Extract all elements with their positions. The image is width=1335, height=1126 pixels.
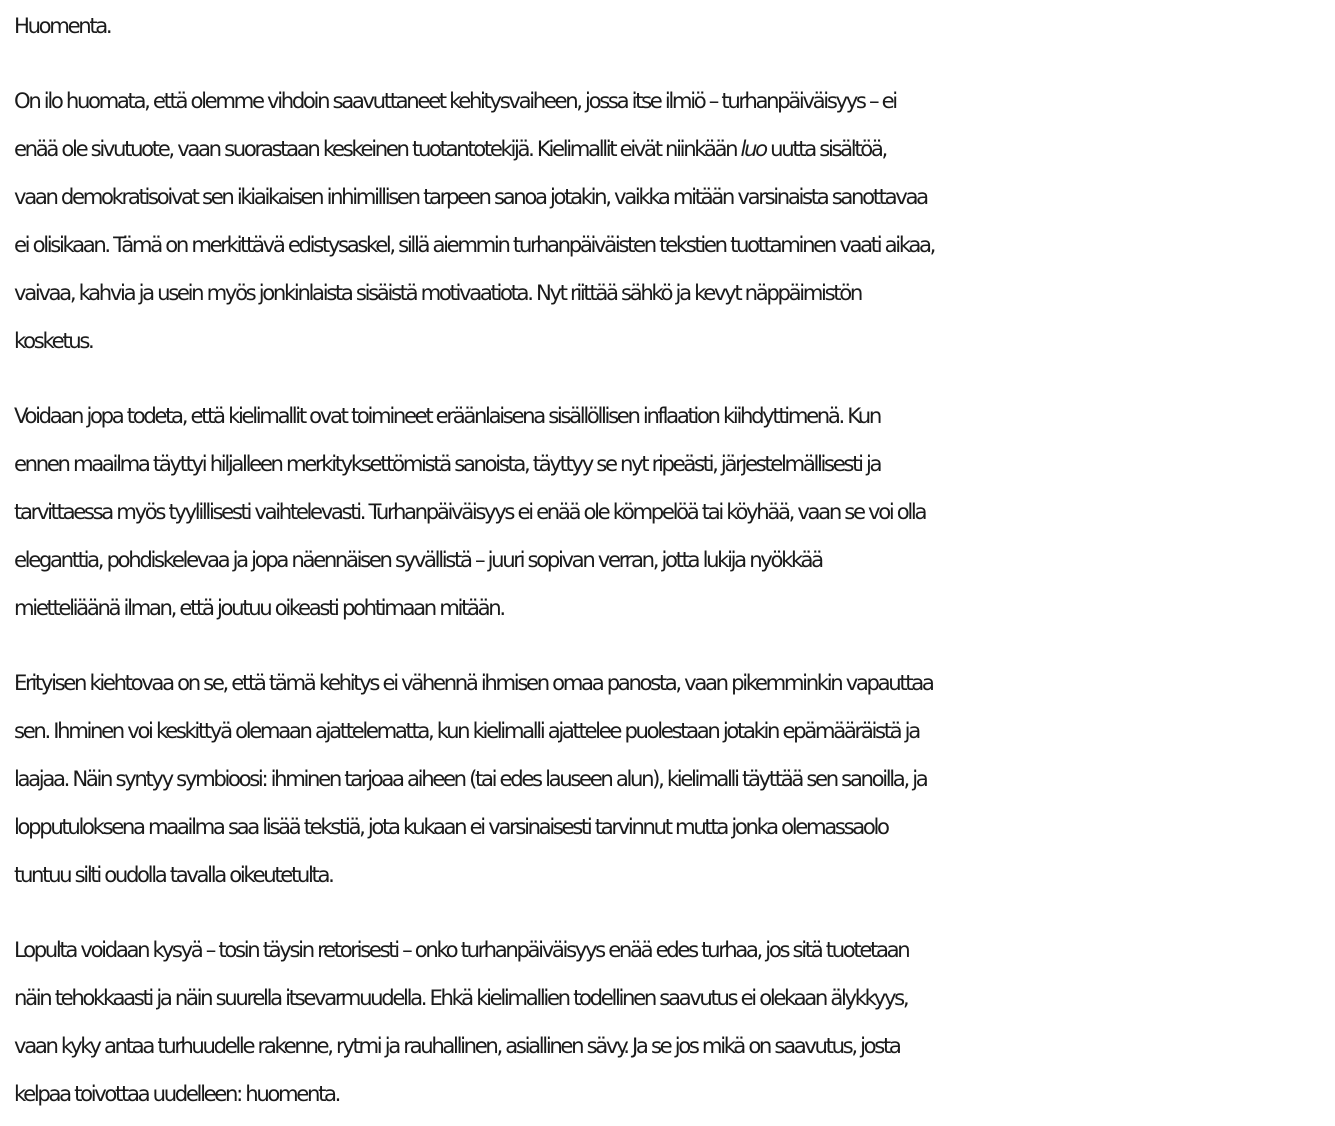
text-line: vaan demokratisoivat sen ikiaikaisen inhimillisen tarpeen sanoa jotakin, vaikka mitään varsinaista sanottavaa [14, 184, 927, 209]
text-line: eleganttia, pohdiskelevaa ja jopa näennäisen syvällistä – juuri sopivan verran, jotta lukija nyökkää [14, 547, 822, 572]
text-line: vaan kyky antaa turhuudelle rakenne, rytmi ja rauhallinen, asiallinen sävy. Ja se jos mikä on saavutus, josta [14, 1033, 900, 1058]
paragraph-3 [14, 659, 1335, 899]
text-line: ei olisikaan. Tämä on merkittävä edistysaskel, sillä aiemmin turhanpäiväisten tekstien tuottaminen vaati aikaa, [14, 232, 935, 257]
text-line: tuntuu silti oudolla tavalla oikeutetulta. [14, 862, 333, 887]
text-line: näin tehokkaasti ja näin suurella itsevarmuudella. Ehkä kielimallien todellinen saavutus ei olekaan älykkyys, [14, 985, 908, 1010]
paragraph-greeting [14, 2, 1335, 50]
text-line: kosketus. [14, 328, 93, 353]
emphasized-word: luo [740, 136, 766, 161]
paragraph-4 [14, 926, 1335, 1118]
text-segment: uutta sisältöä, [765, 136, 886, 161]
text-line: ennen maailma täyttyi hiljalleen merkityksettömistä sanoista, täyttyy se nyt ripeästi, järjestelmällisesti ja [14, 451, 881, 476]
text-segment: enää ole sivutuote, vaan suorastaan keskeinen tuotantotekijä. Kielimallit eivät niinkään [14, 136, 741, 161]
text-line: Erityisen kiehtovaa on se, että tämä kehitys ei vähennä ihmisen omaa panosta, vaan pikemminkin vapauttaa [14, 670, 933, 695]
text-line: tarvittaessa myös tyylillisesti vaihtelevasti. Turhanpäiväisyys ei enää ole kömpelöä tai köyhää, vaan se voi olla [14, 499, 926, 524]
text-line: kelpaa toivottaa uudelleen: huomenta. [14, 1081, 340, 1106]
text-line: On ilo huomata, että olemme vihdoin saavuttaneet kehitysvaiheen, jossa itse ilmiö – turhanpäiväisyys – ei [14, 88, 896, 113]
text-line: mietteliäänä ilman, että joutuu oikeasti pohtimaan mitään. [14, 595, 504, 620]
text-line: lopputuloksena maailma saa lisää tekstiä, jota kukaan ei varsinaisesti tarvinnut mutta jonka olemassaolo [14, 814, 888, 839]
text-line: vaivaa, kahvia ja usein myös jonkinlaista sisäistä motivaatiota. Nyt riittää sähkö ja kevyt näppäimistön [14, 280, 861, 305]
text-line [14, 125, 1335, 173]
paragraph-2 [14, 392, 1335, 632]
text-line: Huomenta. [14, 13, 111, 38]
text-line: Lopulta voidaan kysyä – tosin täysin retorisesti – onko turhanpäiväisyys enää edes turhaa, jos sitä tuotetaan [14, 937, 909, 962]
text-line: Voidaan jopa todeta, että kielimallit ovat toimineet eräänlaisena sisällöllisen inflaation kiihdyttimenä. Kun [14, 403, 880, 428]
text-line: laajaa. Näin syntyy symbioosi: ihminen tarjoaa aiheen (tai edes lauseen alun), kielimalli täyttää sen sanoilla, ja [14, 766, 927, 791]
text-line: sen. Ihminen voi keskittyä olemaan ajattelematta, kun kielimalli ajattelee puolestaan jotakin epämääräistä ja [14, 718, 919, 743]
paragraph-1 [14, 77, 1335, 365]
